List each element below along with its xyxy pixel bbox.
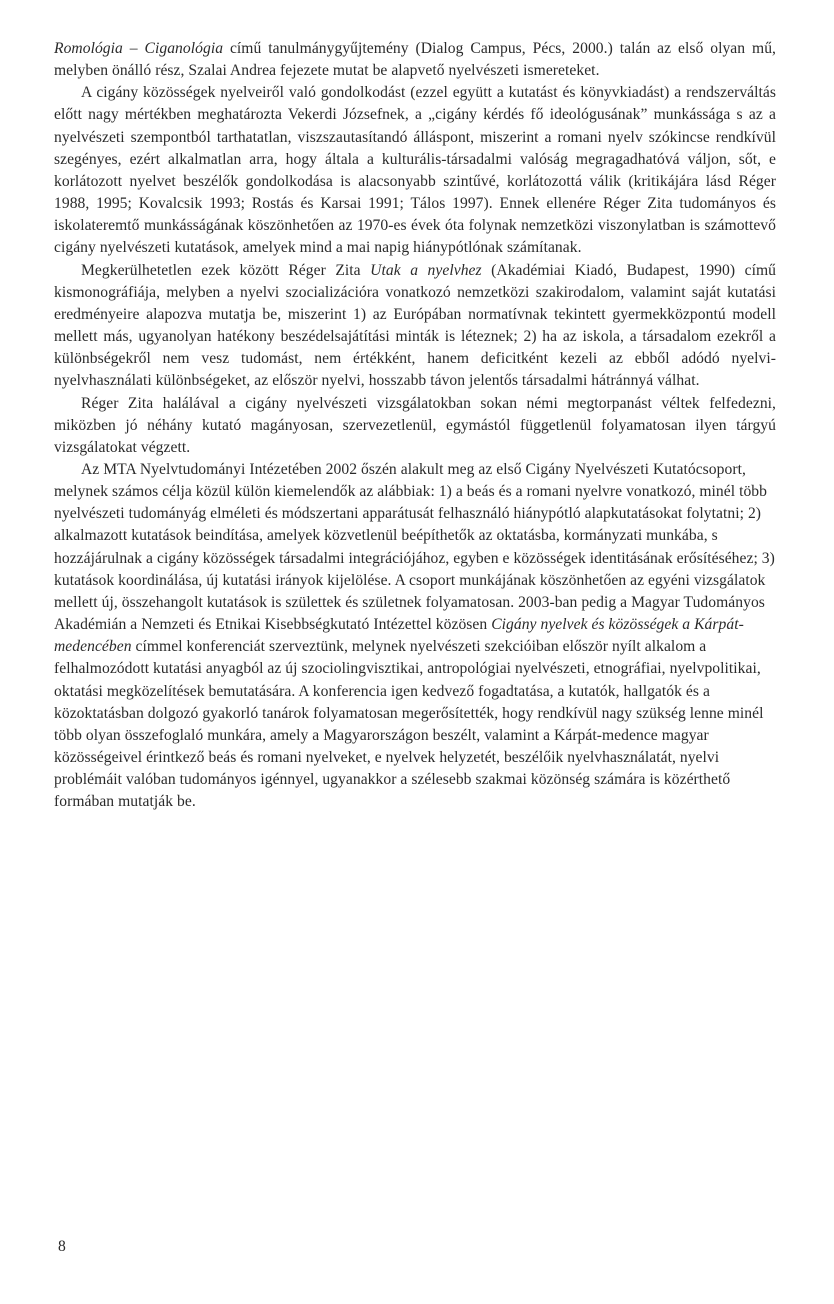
italic-title-text: Cigány nyelvek és közösségek a Kárpát-medencében — [54, 616, 744, 656]
page-number: 8 — [58, 1238, 66, 1255]
paragraph-text: című tanulmánygyűjtemény (Dialog Campus, Pécs, 2000.) talán az első olyan mű, melyben önálló rész, Szalai Andrea fejezete mutat be alapvető nyelvészeti ismereteket. — [54, 40, 776, 80]
paragraph-text: Réger Zita halálával a cigány nyelvészeti vizsgálatokban sokan némi megtorpanást véltek felfedezni, miközben jó néhány kutató magányosan, szervezetlenül, egymástól függetlenül folyamatosan ilyen tárgyú vizsgálatokat végzett. — [54, 394, 776, 456]
paragraph-3 — [54, 260, 776, 393]
paragraph-text: Az MTA Nyelvtudományi Intézetében 2002 őszén alakult meg az első Cigány Nyelvészeti Kutatócsoport, melynek számos célja közül külön kiemelendők az alábbiak: 1) a beás és a romani nyelvre vonatkozó, minél több nyelvészeti tudományág elméleti és módszertani apparátusát felhasználó hiánypótló alapkutatásokat folytatni; 2) alkalmazott kutatások beindítása, amelyek közvetlenül beépíthetők az oktatásba, kormányzati munkába, s hozzájárulnak a cigány közösségek társadalmi integrációjához, egyben e közösségek identitásának erősítéséhez; 3) kutatások koordinálása, új kutatási irányok kijelölése. A csoport munkájának köszönhetően az egyéni vizsgálatok mellett új, összehangolt kutatások is születtek és születnek folyamatosan. 2003-ban pedig a Magyar Tudományos Akadémián a Nemzeti és Etnikai Kisebbségkutató Intézettel közösen — [54, 460, 775, 634]
paragraph-text: Megkerülhetetlen ezek között Réger Zita — [81, 261, 371, 279]
paragraph-2 — [54, 82, 776, 259]
paragraph-text: (Akadémiai Kiadó, Budapest, 1990) című kismonográfiája, melyben a nyelvi szocializációra vonatkozó nemzetközi szakirodalom, valamint saját kutatási eredményeire alapozva mutatja be, miszerint 1) az Európában normatívnak tekintett gyermekközpontú modell mellett más, ugyanolyan hatékony beszédelsajátítási minták is léteznek; 2) ha az iskola, a társadalom ezekről a különbségekről nem vesz tudomást, nem értékként, hanem deficitként kezeli az ebből adódó nyelvi-nyelvhasználati különbségeket, az először nyelvi, hosszabb távon jelentős társadalmi hátránnyá válhat. — [54, 261, 776, 390]
paragraph-text: címmel konferenciát szerveztünk, melynek nyelvészeti szekcióiban először nyílt alkalom a felhalmozódott kutatási anyagból az új szociolingvisztikai, antropológiai nyelvészeti, etnográfiai, nyelvpolitikai, oktatási megközelítések bemutatására. A konferencia igen kedvező fogadtatása, a kutatók, hallgatók és a közoktatásban dolgozó gyakorló tanárok folyamatosan megerősítették, hogy rendkívül nagy szükség lenne minél több olyan összefoglaló munkára, amely a Magyarországon beszélt, valamint a Kárpát-medence magyar közösségeivel érintkező beás és romani nyelveket, e nyelvek helyzetét, beszélőik nyelvhasználatát, nyelvi problémáit valóban tudományos igénnyel, ugyanakkor a szélesebb szakmai közönség számára is közérthető formában mutatják be. — [54, 638, 764, 811]
paragraph-5 — [54, 459, 776, 814]
paragraph-text: A cigány közösségek nyelveiről való gondolkodást (ezzel együtt a kutatást és könyvkiadást) a rendszerváltás előtt nagy mértékben meghatározta Vekerdi Józsefnek, a „cigány kérdés fő ideológusának” munkássága s az a nyelvészeti szempontból tarthatatlan, viszszautasítandó álláspont, miszerint a romani nyelv szókincse rendkívül szegényes, ezért alkalmatlan arra, hogy általa a kulturális-társadalmi valóság megragadhatóvá váljon, sőt, e korlátozott nyelvet beszélők gondolkodása is alacsonyabb szintűvé, korlátozottá válik (kritikájára lásd Réger 1988, 1995; Kovalcsik 1993; Rostás és Karsai 1991; Tálos 1997). Ennek ellenére Réger Zita tudományos és iskolateremtő munkásságának köszönhetően az 1970-es évek óta folynak nemzetközi viszonylatban is számottevő cigány nyelvészeti kutatások, amelyek mind a mai napig hiánypótlónak számítanak. — [54, 84, 776, 257]
page-text-body — [54, 38, 776, 813]
italic-title-text: Romológia – Ciganológia — [54, 40, 224, 57]
italic-title-text: Utak a nyelvhez — [370, 261, 482, 279]
paragraph-4 — [54, 393, 776, 459]
paragraph-1 — [54, 38, 776, 82]
